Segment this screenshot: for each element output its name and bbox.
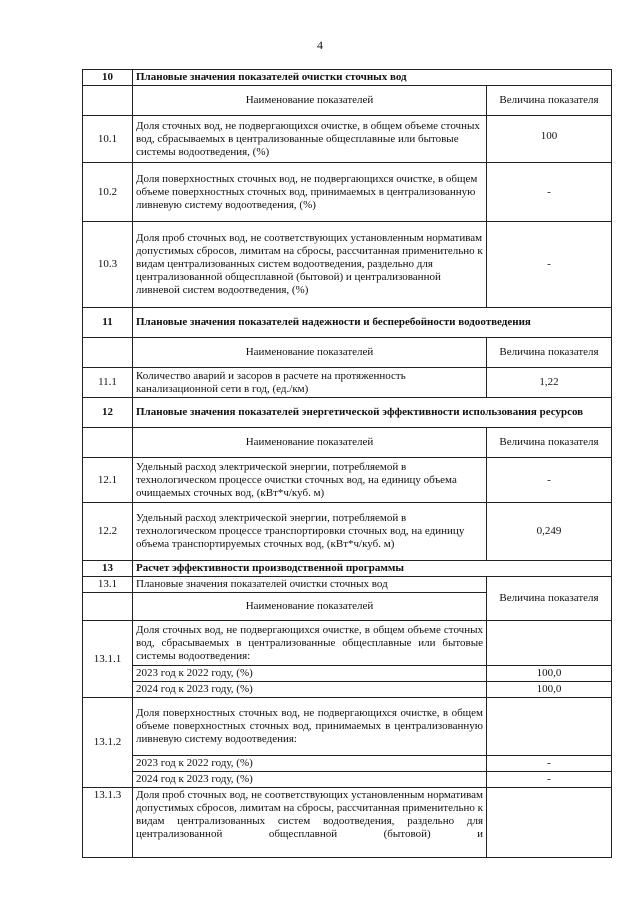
table-row: [83, 368, 612, 398]
year-label: 2024 год к 2023 году, (%): [133, 772, 487, 788]
row-text: Доля сточных вод, не подвергающихся очистке, в общем объеме сточных вод, сбрасываемых в централизованные общесплавные или бытовые системы водоотведения, (%): [133, 116, 487, 163]
year-label: 2023 год к 2022 году, (%): [133, 756, 487, 772]
year-row: [83, 756, 612, 772]
row-number: 13.1.3: [83, 788, 133, 858]
column-header-name: Наименование показателей: [133, 593, 487, 621]
section-11-header: [83, 308, 612, 338]
row-value: -: [487, 163, 612, 222]
row-value: 100: [487, 116, 612, 163]
year-row: [83, 682, 612, 698]
row-number: 10.1: [83, 116, 133, 163]
empty-cell: [487, 621, 612, 666]
section-number: 11: [83, 308, 133, 338]
column-header-name: Наименование показателей: [133, 428, 487, 458]
section-number: 10: [83, 70, 133, 86]
row-number: 12.2: [83, 503, 133, 561]
column-header-row: [83, 428, 612, 458]
section-number: 13: [83, 561, 133, 577]
row-value: -: [487, 222, 612, 308]
row-number: 13.1.2: [83, 698, 133, 788]
empty-cell: [83, 593, 133, 621]
section-title: Плановые значения показателей энергетической эффективности использования ресурсов: [133, 398, 612, 428]
year-row: [83, 772, 612, 788]
subsection-number: 13.1: [83, 577, 133, 593]
column-header-name: Наименование показателей: [133, 338, 487, 368]
row-text: Удельный расход электрической энергии, потребляемой в технологическом процессе транспортировки сточных вод, на единицу объема транспортируемых сточных вод, (кВт*ч/куб. м): [133, 503, 487, 561]
row-number: 10.3: [83, 222, 133, 308]
indicators-table: [82, 69, 612, 858]
row-value: 1,22: [487, 368, 612, 398]
table-row: [83, 788, 612, 858]
section-title: Плановые значения показателей надежности и бесперебойности водоотведения: [133, 308, 612, 338]
year-value: 100,0: [487, 682, 612, 698]
table-row: [83, 503, 612, 561]
column-header-row: [83, 338, 612, 368]
row-text: Удельный расход электрической энергии, потребляемой в технологическом процессе очистки сточных вод, на единицу объема очищаемых сточных вод, (кВт*ч/куб. м): [133, 458, 487, 503]
column-header-value: Величина показателя: [487, 338, 612, 368]
section-number: 12: [83, 398, 133, 428]
subsection-row: [83, 577, 612, 593]
row-text: Доля поверхностных сточных вод, не подвергающихся очистке, в общем объеме поверхностных сточных вод, принимаемых в централизованную ливневую систему водоотведения:: [133, 698, 487, 756]
row-number: 10.2: [83, 163, 133, 222]
subsection-title: Плановые значения показателей очистки сточных вод: [133, 577, 487, 593]
empty-cell: [83, 428, 133, 458]
empty-cell: [83, 338, 133, 368]
column-header-value: Величина показателя: [487, 86, 612, 116]
table-row: [83, 222, 612, 308]
section-10-header: [83, 70, 612, 86]
year-value: -: [487, 772, 612, 788]
year-value: -: [487, 756, 612, 772]
year-label: 2024 год к 2023 году, (%): [133, 682, 487, 698]
year-value: 100,0: [487, 666, 612, 682]
section-title: Расчет эффективности производственной программы: [133, 561, 612, 577]
empty-cell: [83, 86, 133, 116]
section-13-header: [83, 561, 612, 577]
section-title: Плановые значения показателей очистки сточных вод: [133, 70, 612, 86]
row-text: Доля сточных вод, не подвергающихся очистке, в общем объеме сточных вод, сбрасываемых в централизованные общесплавные или бытовые системы водоотведения:: [133, 621, 487, 666]
column-header-row: [83, 86, 612, 116]
row-text: Доля проб сточных вод, не соответствующих установленным нормативам допустимых сбросов, лимитам на сбросы, рассчитанная применительно к видам централизованных систем водоотведения, раздельно для централизованной общесплавной (бытовой) и: [133, 788, 487, 858]
table-row: [83, 698, 612, 756]
table-row: [83, 163, 612, 222]
table-row: [83, 621, 612, 666]
table-row: [83, 116, 612, 163]
year-row: [83, 666, 612, 682]
row-value: 0,249: [487, 503, 612, 561]
row-value: -: [487, 458, 612, 503]
year-label: 2023 год к 2022 году, (%): [133, 666, 487, 682]
section-12-header: [83, 398, 612, 428]
row-number: 13.1.1: [83, 621, 133, 698]
row-number: 11.1: [83, 368, 133, 398]
row-text: Количество аварий и засоров в расчете на протяженность канализационной сети в год, (ед./км): [133, 368, 487, 398]
column-header-name: Наименование показателей: [133, 86, 487, 116]
row-number: 12.1: [83, 458, 133, 503]
row-text: Доля поверхностных сточных вод, не подвергающихся очистке, в общем объеме поверхностных сточных вод, принимаемых в централизованную ливневую систему водоотведения, (%): [133, 163, 487, 222]
empty-cell: [487, 788, 612, 858]
column-header-value: Величина показателя: [487, 428, 612, 458]
row-text: Доля проб сточных вод, не соответствующих установленным нормативам допустимых сбросов, лимитам на сбросы, рассчитанная применительно к видам централизованных систем водоотведения, раздельно для централизованной общесплавной (бытовой) и централизованной ливневой систем водоотведения, (%): [133, 222, 487, 308]
page-number: 4: [317, 38, 323, 52]
column-header-value: Величина показателя: [487, 577, 612, 621]
empty-cell: [487, 698, 612, 756]
table-row: [83, 458, 612, 503]
